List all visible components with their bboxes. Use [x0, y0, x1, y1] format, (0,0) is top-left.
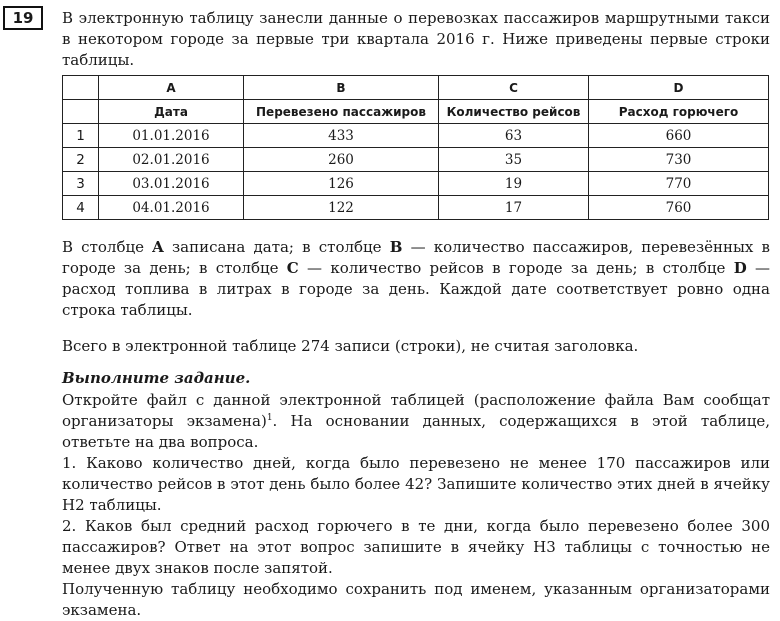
cell-passengers: 122 — [244, 196, 439, 220]
desc-part-5: — расход топлива в литрах в городе за день. Каждой дате соответствует ровно одна строка таблицы. — [62, 259, 770, 319]
col-letter-b: B — [244, 76, 439, 100]
cell-passengers: 126 — [244, 172, 439, 196]
row-number: 2 — [63, 148, 99, 172]
save-instruction: Полученную таблицу необходимо сохранить под именем, указанным организаторами экзамена. — [62, 580, 770, 619]
cell-date: 01.01.2016 — [99, 124, 244, 148]
cell-trips: 17 — [439, 196, 589, 220]
cell-fuel: 770 — [589, 172, 769, 196]
question-1: 1. Каково количество дней, когда было перевезено не менее 170 пассажиров или количество рейсов в этот день было более 42? Запишите количество этих дней в ячейку H2 таблицы. — [62, 454, 770, 514]
table-row — [63, 172, 769, 196]
footnote-marker: 1 — [266, 413, 273, 423]
columns-description — [62, 237, 770, 321]
desc-part-1: В столбце — [62, 238, 153, 256]
task-body — [62, 390, 770, 621]
cell-trips: 63 — [439, 124, 589, 148]
table-row — [63, 196, 769, 220]
task-intro-text-end: . На основании данных, содержащихся в этой таблице, ответьте на два вопроса. — [62, 412, 770, 451]
column-letters-row — [63, 76, 769, 100]
cell-passengers: 260 — [244, 148, 439, 172]
cell-fuel: 760 — [589, 196, 769, 220]
task-intro-text: Откройте файл с данной электронной таблицей (расположение файла Вам сообщат организаторы экзамена) — [62, 391, 770, 430]
cell-date: 04.01.2016 — [99, 196, 244, 220]
task-number-badge: 19 — [3, 6, 43, 30]
row-number: 3 — [63, 172, 99, 196]
header-trips: Количество рейсов — [439, 100, 589, 124]
desc-part-2: записана дата; в столбце — [163, 238, 390, 256]
cell-trips: 35 — [439, 148, 589, 172]
header-row — [63, 100, 769, 124]
header-passengers: Перевезено пассажиров — [244, 100, 439, 124]
row-number: 4 — [63, 196, 99, 220]
col-letter-a: A — [99, 76, 244, 100]
table-row — [63, 148, 769, 172]
task-intro — [62, 390, 770, 453]
cell-trips: 19 — [439, 172, 589, 196]
data-table — [62, 75, 769, 220]
cell-date: 03.01.2016 — [99, 172, 244, 196]
header-date: Дата — [99, 100, 244, 124]
desc-col-c: C — [286, 259, 299, 277]
task-title: Выполните задание. — [62, 369, 251, 387]
col-letter-d: D — [589, 76, 769, 100]
corner-cell — [63, 76, 99, 100]
desc-col-d: D — [733, 259, 747, 277]
question-2: 2. Каков был средний расход горючего в те дни, когда было перевезено более 300 пассажиров? Ответ на этот вопрос запишите в ячейку H3 таблицы с точностью не менее двух знаков после запятой. — [62, 517, 770, 577]
header-fuel: Расход горючего — [589, 100, 769, 124]
cell-passengers: 433 — [244, 124, 439, 148]
cell-fuel: 730 — [589, 148, 769, 172]
col-letter-c: C — [439, 76, 589, 100]
cell-date: 02.01.2016 — [99, 148, 244, 172]
desc-col-b: B — [389, 238, 403, 256]
header-cell-empty — [63, 100, 99, 124]
intro-text: В электронную таблицу занесли данные о перевозках пассажиров маршрутными такси в некотором городе за первые три квартала 2016 г. Ниже приведены первые строки таблицы. — [62, 9, 770, 69]
desc-col-a: A — [152, 238, 164, 256]
table-row — [63, 124, 769, 148]
desc-part-3: — количество пассажиров, перевезённых в городе за день; в столбце — [62, 238, 770, 277]
row-number: 1 — [63, 124, 99, 148]
cell-fuel: 660 — [589, 124, 769, 148]
desc-part-4: — количество рейсов в городе за день; в столбце — [298, 259, 734, 277]
total-records-text: Всего в электронной таблице 274 записи (строки), не считая заголовка. — [62, 337, 639, 355]
